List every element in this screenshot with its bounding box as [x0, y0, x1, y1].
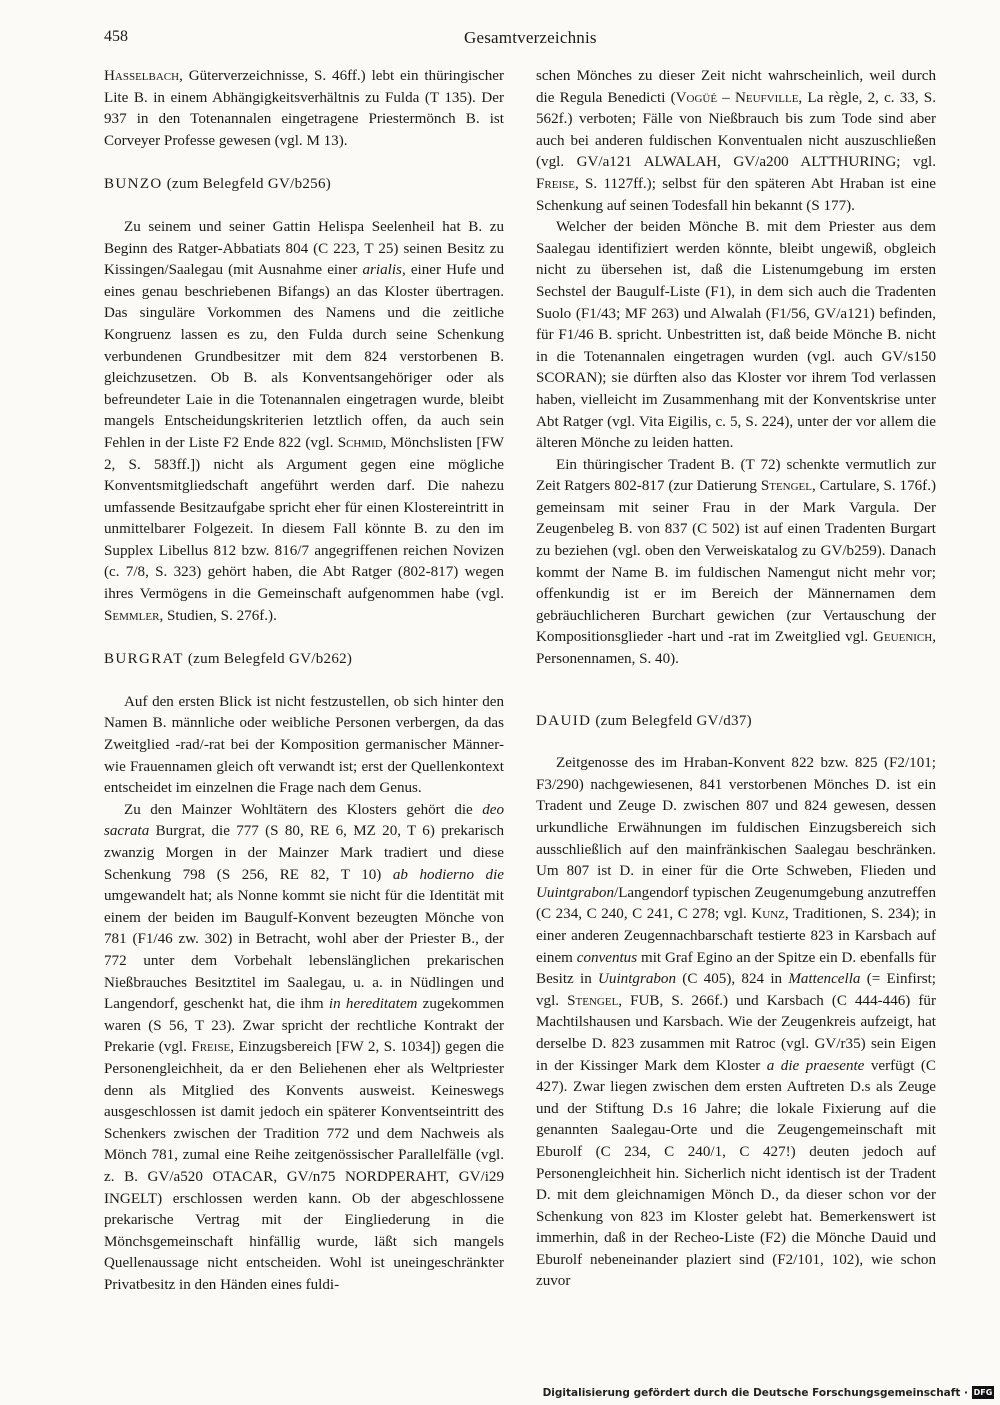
digitization-footer	[543, 1386, 994, 1399]
entry-heading-dauid	[536, 711, 936, 733]
page-number: 458	[104, 28, 128, 45]
entry-paragraph: Zu seinem und seiner Gattin Helispa Seelenheil hat B. zu Beginn des Ratger-Abbatiats 804 (C 223, T 25) seinen Besitz zu Kissingen/Saalegau (mit Ausnahme einer arialis, einer Hufe und eines genau beschriebenen Bifangs) an das Kloster übertragen. Das singuläre Vorkommen des Namens und die zeitliche Kongruenz lassen es zu, den Fulda durch seine Schenkung verbundenen Grundbesitzer mit dem 824 verstorbenen B. gleichzusetzen. Ob B. als Konventsangehöriger oder als befreundeter Laie in die Totenannalen eingetragen wurde, bleibt mangels Entscheidungskriterien letztlich offen, da auch sein Fehlen in der Liste F2 Ende 822 (vgl. Schmid, Mönchslisten [FW 2, S. 583ff.]) nicht als Argument gegen eine mögliche Konventsmitgliedschaft angeführt werden darf. Die nahezu umfassende Besitzaufgabe spricht eher für einen Klostereintritt in unmittelbarer Folgezeit. In diesem Fall könnte B. zu den im Supplex Libellus 812 bzw. 816/7 angegriffenen reichen Novizen (c. 7/8, S. 323) gehört haben, die Abt Ratger (802-817) wegen ihres Vermögens in die Gemeinschaft aufgenommen habe (vgl. Semmler, Studien, S. 276f.).	[104, 218, 504, 624]
entry-heading-burgrat	[104, 649, 504, 671]
author-ref: Hasselbach	[104, 68, 180, 84]
entry-name: BUNZO	[104, 176, 163, 193]
entry-name: DAUID	[536, 712, 592, 729]
dfg-logo: DFG	[973, 1388, 993, 1397]
entry-paragraph: Zeitgenosse des im Hraban-Konvent 822 bzw. 825 (F2/101; F3/290) nachgewiesenen, 841 verstorbenen Mönches D. ist ein Tradent und Zeuge D. zwischen 807 und 824 gewesen, dessen urkundliche Erwähnungen im fuldischen Einzugsbereich sich ausschließlich auf den mainfränkischen Saalegau beschränken. Um 807 ist D. in einer für die Orte Schweben, Flieden und Uuintgrabon/Langendorf typischen Zeugenumgebung anzutreffen (C 234, C 240, C 241, C 278; vgl. Kunz, Traditionen, S. 234); in einer anderen Zeugennachbarschaft testierte 823 in Karsbach auf einem conventus mit Graf Egino an der Spitze ein D. ebenfalls für Besitz in Uuintgrabon (C 405), 824 in Mattencella (= Einfirst; vgl. Stengel, FUB, S. 266f.) und Karsbach (C 444-446) für Machtilshausen und Karsbach. Wie der Zeugenkreis aufzeigt, hat derselbe D. 823 zusammen mit Ratroc (vgl. GV/r35) sein Eigen in der Kissinger Mark dem Kloster a die praesente verfügt (C 427). Zwar liegen zwischen dem ersten Auftreten D.s als Zeuge und der Stiftung D.s 16 Jahre; die lokale Fixierung auf die genannten Saalegau-Orte und die Zeugengemeinschaft mit Eburolf (C 234, C 240/1, C 427!) deuten jedoch auf Personengleichheit hin. Sicherlich nicht identisch ist der Tradent D. mit dem gleichnamigen Mönch D., da dieser schon vor der Schenkung von 823 im Kloster gelebt hat. Bemerkenswert ist immerhin, daß in der Recheo-Liste (F2) die Mönche Dauid und Eburolf nebeneinander plaziert sind (F2/101, 102), wie schon zuvor	[536, 755, 937, 1290]
entry-paragraph: Zu den Mainzer Wohltätern des Klosters gehört die deo sacrata Burgrat, die 777 (S 80, RE 6, MZ 20, T 6) prekarisch zwanzig Morgen in der Mainzer Mark tradiert und diese Schenkung 798 (S 256, RE 82, T 10) ab hodierno die umgewandelt hat; als Nonne kommt sie nicht für die Identität mit einem der beiden im Baugulf-Konvent bezeugten Mönche von 781 (F1/46 zw. 302) in Betracht, wohl aber der Priester B., der 772 unter dem Vorbehalt lebenslänglichen prekarischen Nießbrauches Besitztitel im Saalegau, u. a. in Nüdlingen und Langendorf, geschenkt hat, die ihm in hereditatem zugekommen waren (S 56, T 23). Zwar spricht der rechtliche Kontrakt der Prekarie (vgl. Freise, Einzugsbereich [FW 2, S. 1034]) gegen die Personengleichheit, da er den Beliehenen eher als Weltpriester denn als Mitglied des Konvents ausweist. Keineswegs ausgeschlossen ist damit jedoch ein späterer Konventseintritt des Schenkers zwischen der Tradition 772 und dem Nachweis als Mönch 781, zumal eine Reihe zeitgenössischer Parallelfälle (vgl. z. B. GV/a520 OTACAR, GV/n75 NORDPERAHT, GV/i29 INGELT) erschlossen werden kann. Ob der abgeschlossene prekarische Vertrag mit der Eingliederung in die Mönchsgemeinschaft hinfällig wurde, läßt sich mangels Quellenaussage nicht entscheiden. Wohl ist uneingeschränkter Privatbesitz in den Händen eines fuldi-	[104, 801, 505, 1293]
author-ref: Stengel	[760, 478, 812, 495]
author-ref: Stengel	[567, 992, 619, 1009]
entry-reference: (zum Belegfeld GV/b262)	[183, 651, 353, 668]
running-head: Gesamtverzeichnis	[464, 28, 597, 47]
author-ref: Freise	[536, 175, 575, 192]
continued-paragraph: schen Mönches zu dieser Zeit nicht wahrscheinlich, weil durch die Regula Benedicti (Vogüé – Neufville, La règle, 2, c. 33, S. 562f.) verboten; Fälle von Nießbrauch bis zum Tode sind aber auch bei anderen fuldischen Konventualen nicht auszuschließen (vgl. GV/a121 ALWALAH, GV/a200 ALTTHURING; vgl. Freise, S. 1127ff.); selbst für den späteren Abt Hraban ist eine Schenkung auf seinen Todesfall hin bekannt (S 177).	[536, 68, 936, 214]
entry-name: BURGRAT	[104, 651, 184, 668]
author-ref: Vogüé – Neufville	[675, 89, 799, 106]
footer-text: Digitalisierung gefördert durch die Deutsche Forschungsgemeinschaft ·	[542, 1386, 968, 1399]
entry-paragraph: Ein thüringischer Tradent B. (T 72) schenkte vermutlich zur Zeit Ratgers 802-817 (zur Datierung Stengel, Cartulare, S. 176f.) gemeinsam mit seiner Frau in der Mark Vargula. Der Zeugenbeleg B. von 837 (C 502) ist auf einen Tradenten Burgart zu beziehen (vgl. oben den Verweiskatalog zu GV/b259). Danach kommt der Name B. im fuldischen Namengut nicht mehr vor; offenkundig ist er im Bereich der Männernamen dem gebräuchlicheren Burchart gewichen (zur Vertauschung der Kompositionsglieder -hart und -rat im Zweitglied vgl. Geuenich, Personennamen, S. 40).	[536, 456, 936, 668]
author-ref: Freise	[191, 1039, 231, 1056]
author-ref: Geuenich	[873, 629, 933, 646]
author-ref: Schmid	[337, 434, 383, 451]
right-column	[536, 66, 936, 1293]
left-column	[104, 66, 504, 1296]
entry-reference: (zum Belegfeld GV/b256)	[162, 176, 332, 193]
entry-paragraph: Auf den ersten Blick ist nicht festzustellen, ob sich hinter den Namen B. männliche oder weibliche Personen verbergen, da das Zweitglied -rad/-rat bei der Komposition germanischer Männer- wie Frauennamen gleich oft verwandt ist; erst der Quellenkontext entscheidet im einzelnen die Frage nach dem Genus.	[104, 693, 504, 797]
entry-reference: (zum Belegfeld GV/d37)	[591, 712, 752, 729]
author-ref: Semmler	[104, 607, 160, 624]
entry-paragraph: Welcher der beiden Mönche B. mit dem Priester aus dem Saalegau identifiziert werden könnte, bleibt ungewiß, obgleich nicht zu übersehen ist, daß die Listenumgebung im ersten Sechstel der Baugulf-Liste (F1), in dem sich auch die Tradenten Suolo (F1/43; MF 263) und Alwalah (F1/56, GV/a121) befinden, für F1/46 B. spricht. Unbestritten ist, daß beide Mönche B. nicht in die Totenannalen eingetragen wurden (vgl. auch GV/s150 SCORAN); sie dürften also das Kloster vor ihrem Tod verlassen haben, vielleicht im Zusammenhang mit der Konventskrise unter Abt Ratger (vgl. Vita Eigilis, c. 5, S. 224), unter der vor allem die älteren Mönche zu leiden hatten.	[536, 219, 936, 452]
author-ref: Kunz	[751, 906, 785, 923]
entry-heading-bunzo	[104, 174, 504, 196]
page-header	[104, 28, 940, 52]
continued-paragraph: Hasselbach, Güterverzeichnisse, S. 46ff.) lebt ein thüringischer Lite B. in einem Abhängigkeitsverhältnis zu Fulda (T 135). Der 937 in den Totenannalen eingetragene Priestermönch B. ist Corveyer Professe gewesen (vgl. M 13).	[104, 68, 504, 149]
